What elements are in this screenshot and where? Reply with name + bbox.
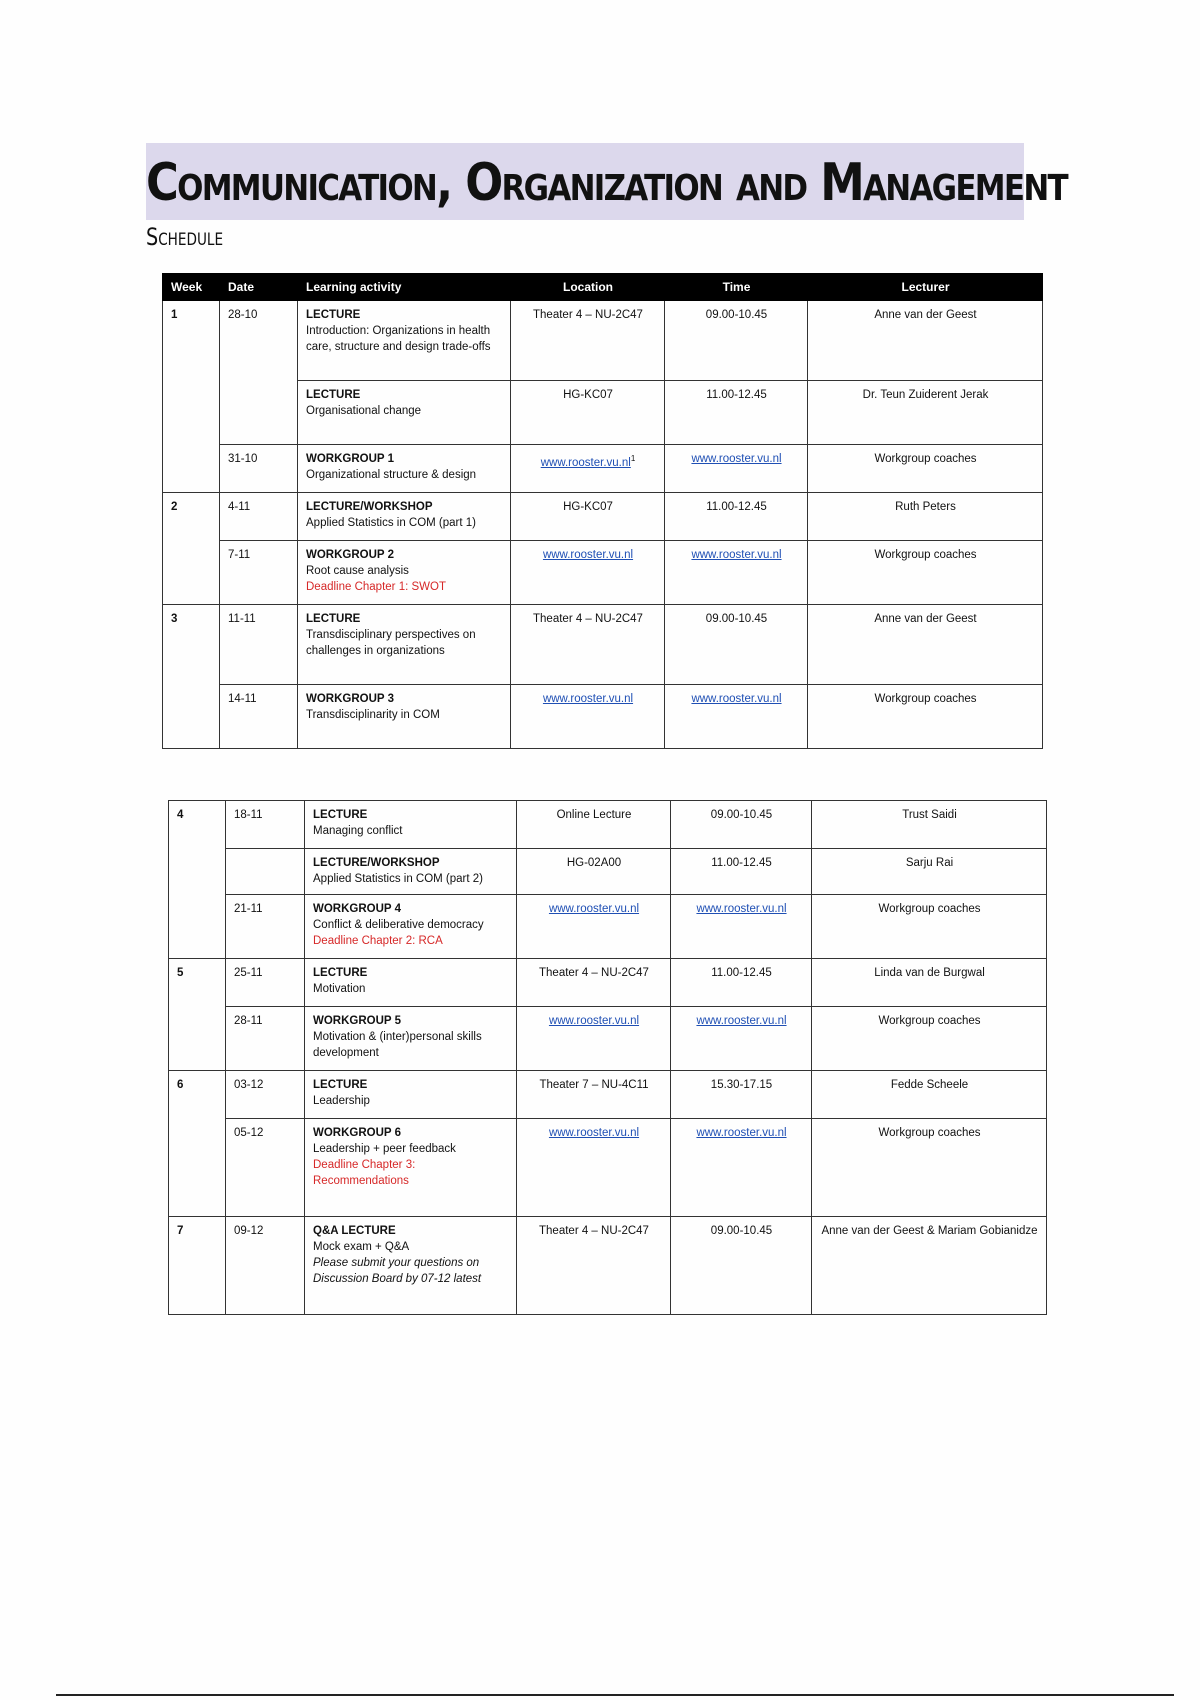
week-cell: 4: [169, 801, 226, 959]
lecturer-cell: Workgroup coaches: [808, 541, 1043, 605]
time-cell: [671, 895, 812, 959]
activity-description: Applied Statistics in COM (part 1): [306, 517, 477, 529]
activity-description: Managing conflict: [313, 825, 403, 837]
activity-type: LECTURE: [313, 967, 368, 979]
lecturer-cell: Linda van de Burgwal: [812, 959, 1047, 1007]
table-row: [169, 1217, 1047, 1315]
header-week: Week: [163, 274, 220, 301]
location-cell: [517, 1071, 671, 1119]
location-cell: [517, 849, 671, 895]
location-cell: [511, 301, 665, 381]
activity-cell: [305, 1119, 517, 1217]
rooster-link[interactable]: www.rooster.vu.nl: [696, 903, 787, 915]
activity-cell: [298, 541, 511, 605]
header-time: Time: [665, 274, 808, 301]
activity-type: WORKGROUP 3: [306, 693, 394, 705]
table-row: [163, 685, 1043, 749]
table-row: [169, 1119, 1047, 1217]
time-value: 11.00-12.45: [711, 857, 772, 869]
date-cell: 28-11: [226, 1007, 305, 1071]
location-cell: [511, 445, 665, 493]
activity-type: Q&A LECTURE: [313, 1225, 396, 1237]
activity-type: LECTURE: [306, 309, 361, 321]
activity-type: LECTURE: [313, 809, 368, 821]
table-row: [169, 1071, 1047, 1119]
activity-description: Motivation & (inter)personal skills development: [313, 1031, 482, 1059]
rooster-link[interactable]: www.rooster.vu.nl: [542, 693, 634, 705]
activity-type: WORKGROUP 5: [313, 1015, 401, 1027]
location-value: HG-KC07: [563, 389, 613, 401]
location-cell: [511, 685, 665, 749]
location-cell: [517, 895, 671, 959]
activity-cell: [305, 1071, 517, 1119]
activity-cell: [298, 685, 511, 749]
time-cell: [665, 541, 808, 605]
time-value: 09.00-10.45: [705, 309, 768, 321]
rooster-link[interactable]: www.rooster.vu.nl: [691, 453, 782, 465]
table-row: [163, 445, 1043, 493]
activity-description: Transdisciplinarity in COM: [306, 709, 440, 721]
location-cell: [517, 1119, 671, 1217]
location-value: Theater 7 – NU-4C11: [539, 1079, 649, 1091]
lecturer-cell: Workgroup coaches: [812, 1007, 1047, 1071]
week-cell: 7: [169, 1217, 226, 1315]
time-value: 11.00-12.45: [711, 967, 772, 979]
week-cell: 5: [169, 959, 226, 1071]
time-cell: [671, 801, 812, 849]
schedule-table-part-2: [168, 800, 1047, 1315]
table-row: [169, 959, 1047, 1007]
activity-description: Leadership: [313, 1095, 370, 1107]
date-cell: 31-10: [220, 445, 298, 493]
time-cell: [671, 1119, 812, 1217]
activity-description: Transdisciplinary perspectives on challenges in organizations: [306, 629, 476, 657]
rooster-link[interactable]: www.rooster.vu.nl: [548, 903, 640, 915]
location-value: Theater 4 – NU-2C47: [539, 1225, 649, 1237]
lecturer-cell: Sarju Rai: [812, 849, 1047, 895]
activity-description: Conflict & deliberative democracy: [313, 919, 484, 931]
header-date: Date: [220, 274, 298, 301]
location-value: Theater 4 – NU-2C47: [533, 309, 643, 321]
rooster-link[interactable]: www.rooster.vu.nl: [696, 1015, 787, 1027]
time-cell: [671, 1007, 812, 1071]
activity-cell: [298, 445, 511, 493]
date-cell: 28-10: [220, 301, 298, 445]
time-cell: [671, 1071, 812, 1119]
time-cell: [665, 493, 808, 541]
date-cell: 03-12: [226, 1071, 305, 1119]
time-cell: [665, 685, 808, 749]
time-value: 11.00-12.45: [706, 389, 767, 401]
activity-cell: [298, 605, 511, 685]
time-cell: [665, 605, 808, 685]
rooster-link[interactable]: www.rooster.vu.nl: [691, 693, 782, 705]
activity-description: Motivation: [313, 983, 366, 995]
activity-type: LECTURE/WORKSHOP: [306, 501, 433, 513]
activity-note: Please submit your questions on Discussion Board by 07-12 latest: [313, 1257, 482, 1285]
time-cell: [665, 445, 808, 493]
activity-type: WORKGROUP 4: [313, 903, 401, 915]
date-cell: 18-11: [226, 801, 305, 849]
location-cell: [517, 959, 671, 1007]
footer-rule: [56, 1694, 1174, 1696]
header-lecturer: Lecturer: [808, 274, 1043, 301]
time-cell: [665, 381, 808, 445]
deadline-note: Deadline Chapter 2: RCA: [313, 935, 443, 947]
date-cell: 4-11: [220, 493, 298, 541]
rooster-link[interactable]: www.rooster.vu.nl: [540, 456, 631, 469]
table-row: [163, 301, 1043, 381]
deadline-note: Deadline Chapter 3: Recommendations: [313, 1159, 416, 1187]
week-cell: 1: [163, 301, 220, 493]
location-cell: [511, 605, 665, 685]
date-cell: 25-11: [226, 959, 305, 1007]
lecturer-cell: Workgroup coaches: [812, 895, 1047, 959]
activity-cell: [305, 895, 517, 959]
location-value: HG-02A00: [566, 857, 622, 869]
location-cell: [517, 1007, 671, 1071]
header-activity: Learning activity: [298, 274, 511, 301]
time-cell: [671, 1217, 812, 1315]
activity-description: Leadership + peer feedback: [313, 1143, 456, 1155]
lecturer-cell: Workgroup coaches: [808, 685, 1043, 749]
activity-cell: [305, 849, 517, 895]
activity-description: Organisational change: [306, 405, 422, 417]
rooster-link[interactable]: www.rooster.vu.nl: [542, 549, 634, 561]
lecturer-cell: Workgroup coaches: [812, 1119, 1047, 1217]
lecturer-cell: Trust Saidi: [812, 801, 1047, 849]
lecturer-cell: Workgroup coaches: [808, 445, 1043, 493]
activity-type: LECTURE/WORKSHOP: [313, 857, 440, 869]
location-cell: [511, 381, 665, 445]
deadline-note: Deadline Chapter 1: SWOT: [306, 581, 446, 593]
location-value: Theater 4 – NU-2C47: [539, 967, 649, 979]
activity-type: WORKGROUP 6: [313, 1127, 401, 1139]
activity-type: WORKGROUP 2: [306, 549, 394, 561]
activity-cell: [305, 959, 517, 1007]
activity-cell: [305, 1217, 517, 1315]
activity-type: WORKGROUP 1: [306, 453, 394, 465]
lecturer-cell: Ruth Peters: [808, 493, 1043, 541]
table-row: [163, 493, 1043, 541]
week-cell: 6: [169, 1071, 226, 1217]
activity-description: Applied Statistics in COM (part 2): [313, 873, 484, 885]
location-value: Online Lecture: [556, 809, 632, 821]
time-value: 09.00-10.45: [705, 613, 768, 625]
activity-type: LECTURE: [313, 1079, 368, 1091]
document-subtitle: Schedule: [146, 223, 224, 251]
lecturer-cell: Dr. Teun Zuiderent Jerak: [808, 381, 1043, 445]
location-value: HG-KC07: [563, 501, 613, 513]
rooster-link[interactable]: www.rooster.vu.nl: [696, 1127, 787, 1139]
lecturer-cell: Anne van der Geest & Mariam Gobianidze: [812, 1217, 1047, 1315]
rooster-link[interactable]: www.rooster.vu.nl: [691, 549, 782, 561]
time-value: 09.00-10.45: [710, 1225, 773, 1237]
schedule-table-part-1: [162, 273, 1043, 749]
activity-cell: [298, 301, 511, 381]
time-value: 11.00-12.45: [706, 501, 767, 513]
week-cell: 2: [163, 493, 220, 605]
table-row: [169, 849, 1047, 895]
lecturer-cell: Fedde Scheele: [812, 1071, 1047, 1119]
rooster-link[interactable]: www.rooster.vu.nl: [548, 1015, 640, 1027]
rooster-link[interactable]: www.rooster.vu.nl: [548, 1127, 640, 1139]
lecturer-cell: Anne van der Geest: [808, 605, 1043, 685]
date-cell: 11-11: [220, 605, 298, 685]
table-row: [163, 605, 1043, 685]
activity-description: Introduction: Organizations in health care, structure and design trade-offs: [306, 325, 491, 353]
activity-type: LECTURE: [306, 389, 361, 401]
activity-description: Mock exam + Q&A: [313, 1241, 410, 1253]
date-cell: 14-11: [220, 685, 298, 749]
location-value: Theater 4 – NU-2C47: [533, 613, 643, 625]
activity-cell: [298, 381, 511, 445]
week-cell: 3: [163, 605, 220, 749]
location-cell: [517, 1217, 671, 1315]
table-row: [169, 801, 1047, 849]
date-cell: 7-11: [220, 541, 298, 605]
time-value: 09.00-10.45: [710, 809, 773, 821]
activity-description: Root cause analysis: [306, 565, 409, 577]
table-row: [169, 895, 1047, 959]
table-header-row: [163, 274, 1043, 301]
table-row: [163, 541, 1043, 605]
activity-cell: [298, 493, 511, 541]
date-cell: 05-12: [226, 1119, 305, 1217]
activity-type: LECTURE: [306, 613, 361, 625]
header-location: Location: [511, 274, 665, 301]
lecturer-cell: Anne van der Geest: [808, 301, 1043, 381]
date-cell: 21-11: [226, 895, 305, 959]
time-value: 15.30-17.15: [710, 1079, 773, 1091]
time-cell: [671, 849, 812, 895]
time-cell: [665, 301, 808, 381]
location-cell: [511, 493, 665, 541]
activity-cell: [305, 801, 517, 849]
document-title: Communication, Organization and Management: [146, 153, 1067, 213]
date-cell: [226, 849, 305, 895]
location-cell: [517, 801, 671, 849]
activity-description: Organizational structure & design: [306, 469, 477, 481]
activity-cell: [305, 1007, 517, 1071]
time-cell: [671, 959, 812, 1007]
location-cell: [511, 541, 665, 605]
table-row: [169, 1007, 1047, 1071]
date-cell: 09-12: [226, 1217, 305, 1315]
footnote-marker: 1: [630, 454, 636, 463]
